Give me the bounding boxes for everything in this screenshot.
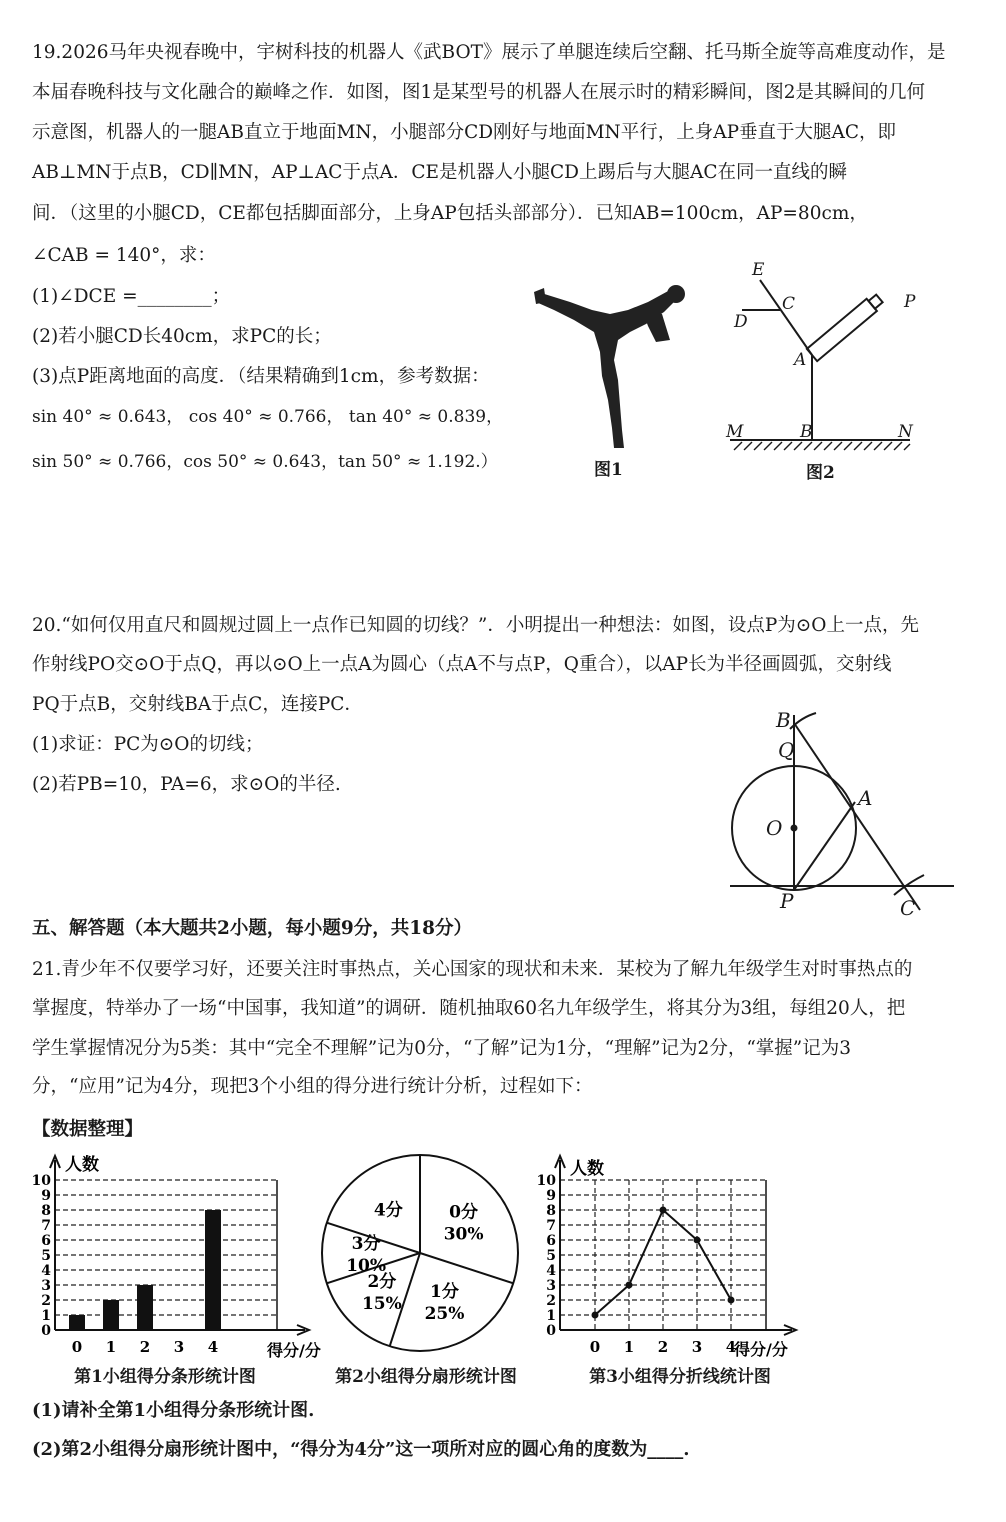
data-point (694, 1237, 701, 1244)
center-dot (791, 825, 798, 832)
x-tick-label: 3 (173, 1338, 185, 1356)
pie-slice-percent: 10% (346, 1256, 387, 1276)
q19-ref-2: sin 50° ≈ 0.766，cos 50° ≈ 0.643，tan 50° ≈ 1.192.） (32, 452, 498, 472)
q19-line-6: ∠CAB = 140°，求： (32, 245, 216, 266)
q21-line-1: 21.青少年不仅要学习好，还要关注时事热点，关心国家的现状和未来．某校为了解九年级学生对时事热点的 (32, 959, 913, 980)
x-axis-label: 得分/分 (734, 1340, 788, 1359)
data-heading: 【数据整理】 (32, 1119, 144, 1140)
q19-line-5: 间．（这里的小腿CD，CE都包括脚面部分，上身AP包括头部部分）．已知AB=100cm，AP=80cm， (32, 203, 868, 224)
fig1-caption: 图1 (594, 460, 623, 480)
pie-slice-label: 0分 (449, 1202, 479, 1223)
y-tick-label: 9 (41, 1188, 51, 1204)
q19-line-4: AB⊥MN于点B，CD∥MN，AP⊥AC于点A．CE是机器人小腿CD上踢后与大腿AC在同一直线的瞬 (32, 162, 847, 183)
q21-sub-2: (2)第2小组得分扇形统计图中，“得分为4分”这一项所对应的圆心角的度数为____. (32, 1439, 690, 1460)
group3-line-chart (530, 1150, 820, 1360)
x-tick-label: 3 (691, 1338, 703, 1356)
section-heading: 五、解答题（本大题共2小题，每小题9分，共18分） (32, 918, 472, 939)
y-tick-label: 9 (546, 1188, 556, 1204)
data-point (728, 1297, 735, 1304)
q21-sub-1: (1)请补全第1小组得分条形统计图. (32, 1400, 315, 1421)
y-tick-label: 5 (546, 1248, 556, 1264)
y-tick-label: 10 (31, 1173, 51, 1189)
y-tick-label: 2 (546, 1293, 556, 1309)
pie-chart-title: 第2小组得分扇形统计图 (335, 1367, 517, 1387)
circle-tangent-figure (720, 705, 970, 920)
y-tick-label: 7 (41, 1218, 51, 1234)
label-c: C (900, 896, 916, 920)
label-p: P (904, 292, 916, 312)
bar-2 (137, 1285, 153, 1330)
y-tick-label: 0 (41, 1323, 51, 1339)
q20-line-3: PQ于点B，交射线BA于点C，连接PC． (32, 694, 363, 715)
pie-slice-label: 2分 (367, 1272, 397, 1293)
fig2-diagram (720, 255, 930, 455)
y-tick-label: 3 (546, 1278, 556, 1294)
bar-1 (103, 1300, 119, 1330)
pie-divider (420, 1253, 513, 1283)
y-tick-label: 1 (41, 1308, 51, 1324)
line-chart-title: 第3小组得分折线统计图 (589, 1367, 771, 1387)
fig2-caption: 图2 (806, 463, 835, 483)
x-tick-label: 0 (71, 1338, 83, 1356)
q20-line-2: 作射线PO交⊙O于点Q，再以⊙O上一点A为圆心（点A不与点P，Q重合），以AP长为半径画圆弧，交射线 (32, 654, 892, 675)
q21-line-4: 分，“应用”记为4分，现把3个小组的得分进行统计分析，过程如下： (32, 1076, 593, 1097)
pie-slice-percent: 15% (361, 1294, 402, 1315)
y-tick-label: 1 (546, 1308, 556, 1324)
bar-0 (69, 1315, 85, 1330)
y-tick-label: 4 (546, 1263, 556, 1279)
pie-slice-label: 1分 (430, 1282, 459, 1303)
robot-figure (530, 280, 700, 455)
q21-line-3: 学生掌握情况分为5类：其中“完全不理解”记为0分，“了解”记为1分，“理解”记为2分，“掌握”记为3 (32, 1038, 852, 1059)
data-point (660, 1207, 667, 1214)
x-tick-label: 2 (139, 1338, 151, 1356)
x-tick-label: 1 (623, 1338, 635, 1356)
y-tick-label: 5 (41, 1248, 51, 1264)
x-tick-label: 4 (207, 1338, 219, 1356)
label-b: B (776, 708, 791, 732)
q19-ref-1: sin 40° ≈ 0.643， cos 40° ≈ 0.766， tan 40° ≈ 0.839， (32, 407, 504, 427)
q21-line-2: 掌握度，特举办了一场“中国事，我知道”的调研．随机抽取60名九年级学生，将其分为3组，每组20人，把 (32, 998, 906, 1019)
label-a: A (858, 786, 873, 810)
y-tick-label: 0 (546, 1323, 556, 1339)
pie-slice-percent: 30% (443, 1224, 484, 1245)
q20-line-1: 20.“如何仅用直尺和圆规过圆上一点作已知圆的切线？”．小明提出一种想法：如图，设点P为⊙O上一点，先 (32, 615, 919, 636)
q19-sub-1: (1)∠DCE =________； (32, 286, 231, 307)
q19-sub-2: (2)若小腿CD长40cm，求PC的长； (32, 326, 332, 347)
bar-chart-title: 第1小组得分条形统计图 (74, 1367, 256, 1387)
y-tick-label: 8 (546, 1203, 556, 1219)
q20-sub-2: (2)若PB=10，PA=6，求⊙O的半径. (32, 774, 341, 795)
segment-ae (760, 280, 812, 355)
label-e: E (752, 260, 765, 280)
label-d: D (734, 312, 748, 332)
pie-slice-percent: 25% (424, 1304, 465, 1325)
y-tick-label: 10 (536, 1173, 556, 1189)
data-point (626, 1282, 633, 1289)
x-tick-label: 1 (105, 1338, 117, 1356)
label-m: M (726, 422, 744, 442)
label-n: N (898, 422, 913, 442)
label-q: Q (778, 738, 795, 762)
label-a: A (794, 350, 807, 370)
pie-slice-label: 3分 (351, 1234, 381, 1254)
y-tick-label: 7 (546, 1218, 556, 1234)
segment-pa (794, 802, 855, 890)
label-p: P (780, 889, 794, 913)
q20-sub-1: (1)求证：PC为⊙O的切线； (32, 734, 264, 755)
y-axis-label: 人数 (570, 1159, 604, 1179)
label-c: C (782, 294, 796, 314)
y-tick-label: 2 (41, 1293, 51, 1309)
label-o: O (766, 816, 783, 840)
q19-line-2: 本届春晚科技与文化融合的巅峰之作．如图，图1是某型号的机器人在展示时的精彩瞬间，图2是其瞬间的几何 (32, 82, 926, 103)
y-tick-label: 8 (41, 1203, 51, 1219)
y-tick-label: 6 (546, 1233, 556, 1249)
q19-sub-3: (3)点P距离地面的高度．（结果精确到1cm，参考数据： (32, 366, 490, 387)
x-tick-label: 0 (589, 1338, 601, 1356)
segment-ap (807, 292, 885, 361)
group1-bar-chart (25, 1150, 321, 1360)
x-tick-label: 4 (725, 1338, 737, 1356)
bar-4 (205, 1210, 221, 1330)
y-tick-label: 3 (41, 1278, 51, 1294)
q19-line-3: 示意图，机器人的一腿AB直立于地面MN，小腿部分CD刚好与地面MN平行，上身AP垂直于大腿AC，即 (32, 122, 897, 143)
label-b: B (800, 422, 813, 442)
data-point (592, 1312, 599, 1319)
ray-bc (794, 723, 920, 910)
group2-pie-chart (315, 1150, 525, 1360)
x-axis-label: 得分/分 (267, 1341, 321, 1360)
pie-slice-label: 4分 (373, 1200, 403, 1221)
x-tick-label: 2 (657, 1338, 669, 1356)
q19-line-1: 19.2026马年央视春晚中，宇树科技的机器人《武BOT》展示了单腿连续后空翻、托马斯全旋等高难度动作，是 (32, 42, 946, 63)
y-tick-label: 6 (41, 1233, 51, 1249)
y-axis-label: 人数 (65, 1155, 99, 1175)
y-tick-label: 4 (41, 1263, 51, 1279)
